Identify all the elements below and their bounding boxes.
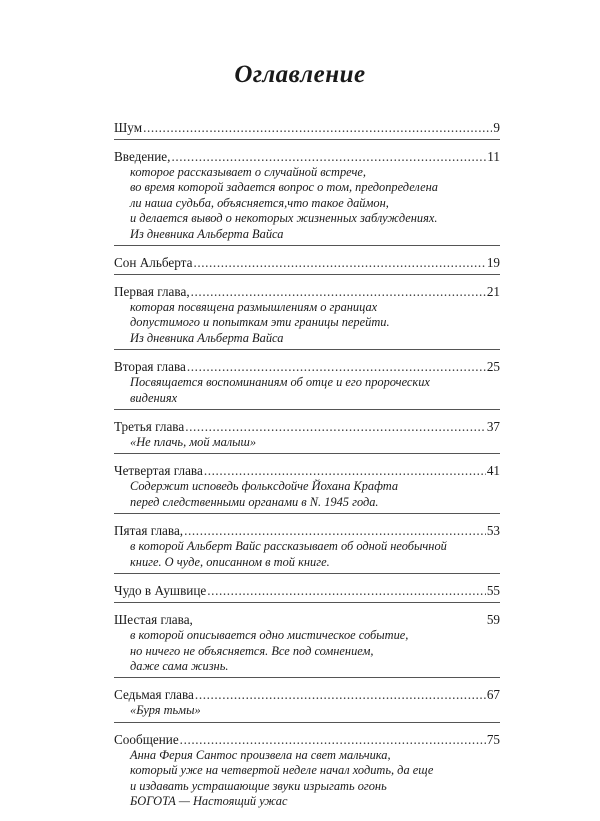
toc-entry-title: Чудо в Аушвице <box>114 583 207 599</box>
dot-leader <box>171 149 486 165</box>
dot-leader <box>193 255 485 271</box>
toc-entry-description-line: но ничего не объясняется. Все под сомнением, <box>130 643 374 658</box>
toc-entry-heading <box>114 255 500 271</box>
dot-leader <box>191 284 486 300</box>
toc-entry-title: Первая глава, <box>114 284 190 300</box>
toc-entry-title: Четвертая глава <box>114 463 203 479</box>
toc-entry-description-line: Из дневника Альберта Вайса <box>130 330 284 345</box>
toc-entry-title: Третья глава <box>114 419 185 435</box>
dot-leader <box>207 583 486 599</box>
toc-entry-description-line: во время которой задается вопрос о том, предопределена <box>130 180 438 195</box>
toc-entry <box>114 463 500 514</box>
toc-entry-title: Шум <box>114 120 143 135</box>
toc-entry <box>114 359 500 410</box>
toc-entry-heading <box>114 523 500 539</box>
toc-entry <box>114 419 500 454</box>
toc-entry-page-number: 59 <box>486 612 500 628</box>
toc-entry-description-line: «Не плачь, мой малыш» <box>130 435 257 450</box>
toc-entry-page-number: 11 <box>487 149 500 164</box>
toc-entry-heading <box>114 284 500 300</box>
toc-entry-heading <box>114 583 500 599</box>
toc-entry-page-number: 37 <box>486 419 500 435</box>
table-of-contents <box>114 120 500 821</box>
toc-entry-title: Вторая глава <box>114 359 186 375</box>
toc-entry-description-line: Анна Ферия Сантос произвела на свет мальчика, <box>130 747 391 762</box>
toc-entry-description-line: который уже на четвертой неделе начал ходить, да еще <box>130 763 434 778</box>
toc-entry <box>114 612 500 678</box>
toc-entry <box>114 149 500 246</box>
toc-entry-page-number: 53 <box>486 523 500 539</box>
toc-entry-description-line: ли наша судьба, объясняется,что такое даймон, <box>130 195 389 210</box>
toc-entry-description-line: даже сама жизнь. <box>130 658 229 673</box>
toc-entry-heading <box>114 120 500 136</box>
toc-entry-page-number: 67 <box>486 687 500 703</box>
dot-leader <box>204 463 486 479</box>
toc-entry-description-line: перед следственными органами в N. 1945 года. <box>130 494 379 509</box>
toc-entry-description-line: допустимого и попыткам эти границы перейти. <box>130 315 390 330</box>
toc-entry-description-line: книге. О чуде, описанном в той книге. <box>130 554 330 569</box>
toc-entry-description-line: и делается вывод о некоторых жизненных заблуждениях. <box>130 211 438 226</box>
toc-entry-description-line: «Буря тьмы» <box>130 703 201 718</box>
toc-entry-title: Введение, <box>114 149 171 164</box>
dot-leader <box>195 687 486 703</box>
toc-entry-heading <box>114 463 500 479</box>
toc-entry-page-number: 55 <box>486 583 500 599</box>
toc-entry-description-line: БОГОТА — Настоящий ужас <box>130 793 288 808</box>
toc-entry-page-number: 75 <box>486 731 500 747</box>
toc-entry-title: Сон Альберта <box>114 255 193 271</box>
dot-leader <box>185 419 486 435</box>
dot-leader <box>143 120 492 136</box>
toc-entry-description-line: в которой Альберт Вайс рассказывает об одной необычной <box>130 539 447 554</box>
toc-entry-title: Седьмая глава <box>114 687 194 703</box>
dot-leader <box>180 732 486 748</box>
toc-entry-heading <box>114 359 500 375</box>
toc-entry-heading <box>114 687 500 703</box>
toc-entry-description-line: которое рассказывает о случайной встрече, <box>130 165 366 179</box>
toc-entry <box>114 732 500 813</box>
toc-entry-description-line: Содержит исповедь фолькcдойче Йохана Крафта <box>130 479 399 494</box>
toc-entry-heading <box>114 149 500 165</box>
toc-entry-title: Сообщение <box>114 731 179 747</box>
toc-entry-description-line: в которой описывается одно мистическое событие, <box>130 628 409 643</box>
toc-entry-description-line: которая посвящена размышлениям о границах <box>130 300 378 315</box>
toc-entry <box>114 120 500 140</box>
toc-entry-page-number: 19 <box>486 255 500 271</box>
toc-entry-heading <box>114 732 500 748</box>
toc-entry-heading <box>114 612 500 628</box>
page-title: Оглавление <box>234 61 366 88</box>
toc-entry-description-line: Посвящается воспоминаниям об отце и его пророческих <box>130 375 430 390</box>
toc-entry-page-number: 9 <box>493 120 500 135</box>
toc-entry-page-number: 21 <box>486 284 500 300</box>
toc-entry-heading <box>114 419 500 435</box>
toc-entry-description-line: и издавать устрашающие звуки изрыгать огонь <box>130 778 387 793</box>
toc-entry <box>114 687 500 722</box>
toc-entry-page-number: 41 <box>486 463 500 479</box>
toc-entry-page-number: 25 <box>486 359 500 375</box>
toc-entry <box>114 284 500 350</box>
toc-entry-description-line: видениях <box>130 390 178 405</box>
toc-entry-description-line: Из дневника Альберта Вайса <box>130 226 284 241</box>
dot-leader <box>187 359 486 375</box>
dot-leader <box>184 523 486 539</box>
toc-entry <box>114 583 500 603</box>
toc-entry <box>114 523 500 574</box>
toc-entry-title: Пятая глава, <box>114 523 184 539</box>
toc-entry <box>114 255 500 275</box>
toc-entry-title: Шестая глава, <box>114 612 193 628</box>
